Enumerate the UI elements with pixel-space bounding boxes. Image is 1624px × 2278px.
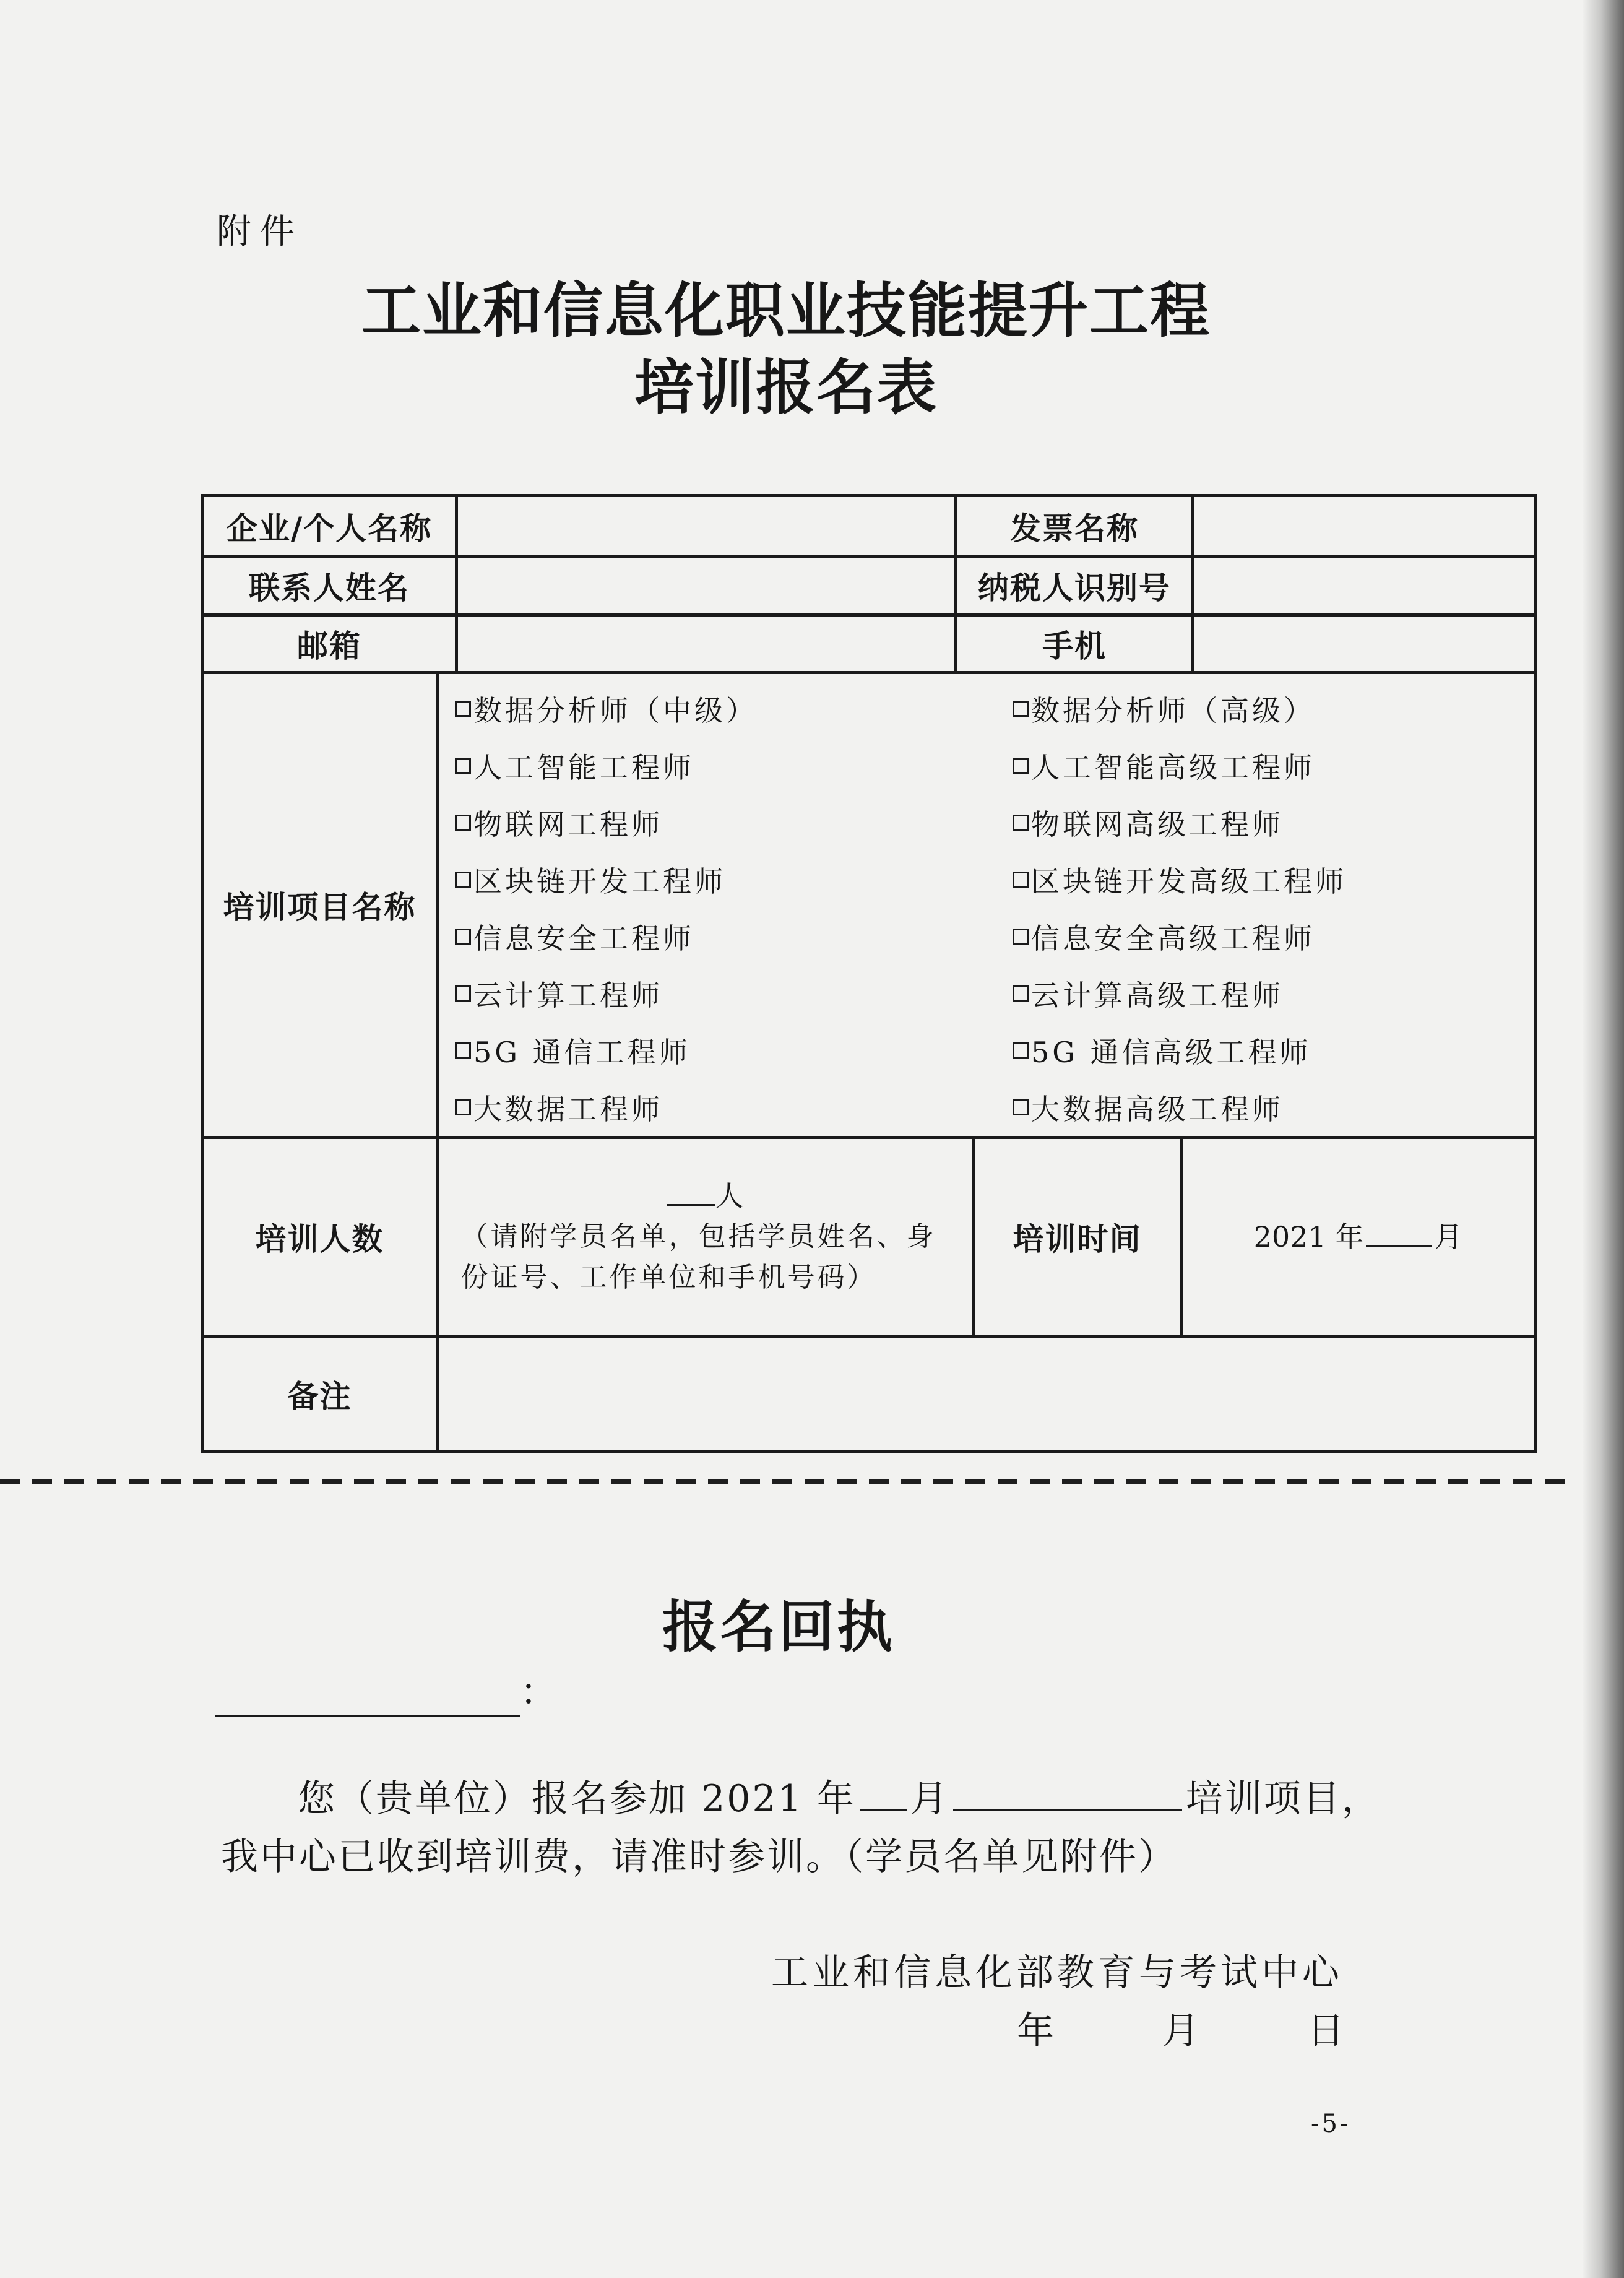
receipt-body-line1 (298, 1771, 1381, 1827)
training-info-table (201, 671, 1537, 1453)
contact-info-table (201, 494, 1537, 674)
receipt-date-day: 日 (1307, 2009, 1344, 2053)
training-time-value (1181, 1138, 1535, 1336)
project-option-label: 数据分析师（高级） (1031, 694, 1315, 727)
addressee-colon: ： (520, 1671, 557, 1714)
project-option (455, 794, 1013, 851)
company-name-value (457, 496, 956, 557)
project-option-label: 人工智能工程师 (473, 751, 694, 784)
page-number: -5- (1311, 2110, 1351, 2138)
invoice-name-value (1193, 496, 1535, 557)
project-option (1013, 737, 1534, 794)
remarks-label: 备注 (202, 1336, 438, 1452)
table-row (202, 557, 1535, 615)
checkbox-icon (455, 985, 471, 1002)
checkbox-icon (1013, 872, 1029, 888)
checkbox-icon (455, 815, 471, 831)
project-option-label: 大数据高级工程师 (1031, 1093, 1284, 1126)
form-title (291, 272, 1281, 426)
trainee-count-unit: 人 (715, 1179, 744, 1213)
project-checkbox-list (455, 680, 1534, 1136)
receipt-line1-end: 培训项目， (1185, 1777, 1381, 1821)
project-option (455, 737, 1013, 794)
project-option-label: 信息安全工程师 (473, 922, 694, 955)
checkbox-icon (455, 1099, 471, 1115)
table-row (202, 1138, 1535, 1336)
registration-form (201, 494, 1534, 1453)
trainee-list-note: （请附学员名单，包括学员姓名、身份证号、工作单位和手机号码） (460, 1221, 936, 1293)
email-value (457, 615, 956, 673)
receipt-date-month: 月 (1162, 2009, 1199, 2053)
project-option (455, 908, 1013, 965)
checkbox-icon (1013, 815, 1029, 831)
receipt-month-blank (860, 1809, 907, 1811)
trainee-count-line (439, 1176, 972, 1216)
remarks-value (438, 1336, 1535, 1452)
receipt-line1-start: 您（贵单位）报名参加 2021 年 (298, 1777, 856, 1821)
trainee-count-blank (667, 1204, 715, 1206)
checkbox-icon (455, 872, 471, 888)
receipt-issuer: 工业和信息化部教育与考试中心 (771, 1951, 1343, 1994)
project-option (1013, 908, 1534, 965)
checkbox-icon (455, 929, 471, 945)
checkbox-icon (455, 701, 471, 717)
project-option-label: 区块链开发高级工程师 (1031, 865, 1347, 898)
training-time-month-blank (1366, 1245, 1432, 1247)
receipt-title: 报名回执 (662, 1595, 895, 1660)
checkbox-icon (1013, 1042, 1029, 1059)
receipt-body-line2: 我中心已收到培训费，请准时参训。（学员名单见附件） (221, 1835, 1177, 1879)
trainee-count-label: 培训人数 (202, 1138, 438, 1336)
project-option-label: 物联网工程师 (473, 808, 663, 841)
receipt-project-blank (953, 1809, 1182, 1811)
receipt-date-year: 年 (1017, 2009, 1054, 2053)
project-option (1013, 1022, 1534, 1079)
project-option (1013, 851, 1534, 908)
project-option-label: 人工智能高级工程师 (1031, 751, 1315, 784)
checkbox-icon (1013, 701, 1029, 717)
project-option-label: 数据分析师（中级） (473, 694, 758, 727)
project-option (1013, 794, 1534, 851)
table-row (202, 615, 1535, 673)
project-option-label: 信息安全高级工程师 (1031, 922, 1315, 955)
table-row (202, 1336, 1535, 1452)
project-option (455, 965, 1013, 1022)
project-option-label: 区块链开发工程师 (473, 865, 726, 898)
project-option-label: 5G 通信高级工程师 (1031, 1036, 1311, 1069)
project-option (455, 851, 1013, 908)
project-option (455, 1079, 1013, 1136)
training-time-year: 2021 年 (1253, 1220, 1364, 1254)
project-option-label: 5G 通信工程师 (473, 1036, 691, 1069)
project-option (1013, 680, 1534, 737)
receipt-addressee (215, 1665, 557, 1717)
contact-name-label: 联系人姓名 (202, 557, 457, 615)
invoice-name-label: 发票名称 (956, 496, 1193, 557)
project-option (455, 680, 1013, 737)
phone-value (1193, 615, 1535, 673)
checkbox-icon (455, 1042, 471, 1059)
checkbox-icon (1013, 758, 1029, 774)
company-name-label: 企业/个人名称 (202, 496, 457, 557)
training-time-label: 培训时间 (974, 1138, 1181, 1336)
project-option-label: 云计算工程师 (473, 979, 663, 1012)
training-time-line (1183, 1216, 1534, 1257)
addressee-blank (215, 1665, 520, 1717)
cut-line-divider (0, 1479, 1572, 1484)
training-projects-options (438, 673, 1535, 1138)
checkbox-icon (1013, 929, 1029, 945)
attachment-label: 附件 (217, 212, 303, 252)
project-option (1013, 1079, 1534, 1136)
form-title-line2: 培训报名表 (634, 352, 938, 422)
form-title-line1: 工业和信息化职业技能提升工程 (361, 275, 1211, 345)
receipt-line1-month: 月 (910, 1777, 949, 1821)
checkbox-icon (455, 758, 471, 774)
trainee-count-value (438, 1138, 974, 1336)
checkbox-icon (1013, 1099, 1029, 1115)
contact-name-value (457, 557, 956, 615)
training-time-month: 月 (1434, 1220, 1463, 1254)
table-row (202, 496, 1535, 557)
project-option-label: 云计算高级工程师 (1031, 979, 1284, 1012)
training-projects-label: 培训项目名称 (202, 673, 438, 1138)
email-label: 邮箱 (202, 615, 457, 673)
phone-label: 手机 (956, 615, 1193, 673)
project-option-label: 物联网高级工程师 (1031, 808, 1284, 841)
project-option (455, 1022, 1013, 1079)
table-row (202, 673, 1535, 1138)
checkbox-icon (1013, 985, 1029, 1002)
taxpayer-id-value (1193, 557, 1535, 615)
project-option-label: 大数据工程师 (473, 1093, 663, 1126)
scan-edge-shadow (1582, 0, 1624, 2278)
project-option (1013, 965, 1534, 1022)
taxpayer-id-label: 纳税人识别号 (956, 557, 1193, 615)
